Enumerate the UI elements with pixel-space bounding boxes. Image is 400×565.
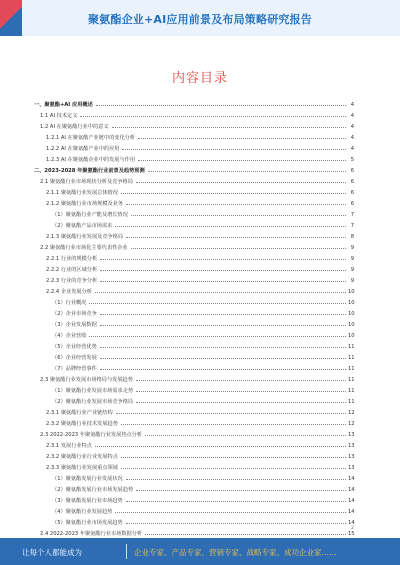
toc-entry-label: （2）聚氨酯产品市场需求	[52, 223, 113, 229]
toc-entry[interactable]	[34, 328, 354, 339]
toc-entry[interactable]	[34, 152, 354, 163]
toc-entry-page: 14	[348, 498, 355, 504]
toc-entry-label: 2.2.1 行业的规模分析	[46, 256, 98, 262]
toc-entry-label: （1）聚氨酯行业产能及增长情况	[52, 212, 128, 218]
toc-leader-dots	[96, 105, 346, 106]
report-title: 聚氨酯企业+AI应用前景及布局策略研究报告	[87, 13, 313, 26]
toc-entry[interactable]	[34, 97, 354, 108]
toc-leader-dots	[100, 325, 346, 326]
toc-leader-dots	[100, 270, 346, 271]
toc-entry[interactable]	[34, 427, 354, 438]
toc-entry[interactable]	[34, 273, 354, 284]
toc-leader-dots	[131, 215, 346, 216]
toc-entry-page: 13	[348, 432, 355, 438]
toc-entry-label: （4）聚氨酯行业发展趋势	[52, 509, 113, 515]
toc-entry-label: 二、2023-2028 年聚氨酯行业前景及趋势预测	[34, 168, 145, 174]
toc-entry-label: （4）企业营收	[52, 333, 87, 339]
toc-entry[interactable]	[34, 251, 354, 262]
toc-leader-dots	[121, 193, 346, 194]
toc-leader-dots	[89, 303, 346, 304]
toc-entry-page: 10	[348, 322, 355, 328]
toc-entry[interactable]	[34, 460, 354, 471]
toc-leader-dots	[95, 292, 346, 293]
toc-entry-label: （2）聚氨酯行业发展市场竞争格局	[52, 399, 134, 405]
toc-leader-dots	[100, 259, 346, 260]
toc-entry[interactable]	[34, 108, 354, 119]
toc-entry-page: 14	[348, 476, 355, 482]
toc-entry[interactable]	[34, 394, 354, 405]
toc-entry-page: 13	[348, 465, 355, 471]
toc-entry-page: 11	[348, 399, 355, 405]
toc-leader-dots	[145, 534, 346, 535]
toc-entry-label: 2.2.2 行业的区域分析	[46, 267, 98, 273]
toc-leader-dots	[100, 347, 346, 348]
toc-entry-label: （3）聚氨酯发展行业市场趋势	[52, 498, 123, 504]
toc-entry-page: 11	[348, 377, 355, 383]
toc-leader-dots	[136, 490, 346, 491]
toc-entry[interactable]	[34, 482, 354, 493]
toc-entry-label: 2.1.3 聚氨酯行业发展及竞争格局	[46, 234, 124, 240]
toc-entry[interactable]	[34, 229, 354, 240]
toc-leader-dots	[115, 512, 346, 513]
toc-leader-dots	[126, 523, 346, 524]
toc-entry-page: 7	[350, 212, 354, 218]
toc-entry-page: 9	[350, 245, 354, 251]
toc-entry[interactable]	[34, 317, 354, 328]
toc-entry-page: 10	[348, 289, 355, 295]
toc-entry-label: 2.3.1 发展行业特点	[46, 443, 92, 449]
toc-entry-label: 2.1 聚氨酯行业市场现状分析及竞争格局	[40, 179, 133, 185]
toc-entry-page: 15	[348, 531, 355, 537]
toc-entry-page: 10	[348, 300, 355, 306]
toc-entry[interactable]	[34, 471, 354, 482]
toc-entry-page: 12	[348, 421, 355, 427]
toc-entry[interactable]	[34, 350, 354, 361]
toc-leader-dots	[121, 424, 346, 425]
footer-divider	[126, 544, 127, 559]
toc-leader-dots	[136, 402, 346, 403]
toc-leader-dots	[100, 314, 346, 315]
toc-leader-dots	[95, 446, 346, 447]
toc-entry-label: 2.3.2 聚氨酯行业技术发展趋势	[46, 421, 118, 427]
toc-entry-label: （2）企业市场竞争	[52, 311, 97, 317]
toc-leader-dots	[115, 226, 346, 227]
toc-entry-label: 2.2.3 行业的竞争分析	[46, 278, 98, 284]
toc-entry[interactable]	[34, 185, 354, 196]
toc-entry-page: 11	[348, 355, 355, 361]
toc-entry-page: 7	[350, 223, 354, 229]
toc-entry-label: （2）聚氨酯发展行业市场发展趋势	[52, 487, 134, 493]
toc-entry-label: 2.3.1 聚氨酯行业产业链结构	[46, 410, 113, 416]
footer-slogan-right: 企业专家、产品专家、营销专家、战略专家、成功企业家……	[134, 548, 337, 557]
toc-entry[interactable]	[34, 141, 354, 152]
footer-slogan-left: 让每个人都能成为	[22, 548, 82, 557]
toc-entry-page: 4	[350, 124, 354, 130]
toc-leader-dots	[126, 237, 346, 238]
toc-entry[interactable]	[34, 449, 354, 460]
toc-leader-dots	[138, 138, 346, 139]
toc-entry-page: 4	[350, 146, 354, 152]
toc-entry-label: 一、聚氨酯+AI 应用概述	[34, 102, 93, 108]
toc-entry[interactable]	[34, 493, 354, 504]
toc-entry[interactable]	[34, 515, 354, 526]
toc-entry-page: 11	[348, 366, 355, 372]
toc-entry-page: 9	[350, 278, 354, 284]
toc-entry-page: 14	[348, 487, 355, 493]
toc-entry[interactable]	[34, 526, 354, 537]
toc-entry-page: 12	[348, 410, 355, 416]
toc-entry-label: 1.2.2 AI 在聚氨酯产业中的应用	[46, 146, 120, 152]
toc-entry[interactable]	[34, 295, 354, 306]
toc-leader-dots	[145, 435, 346, 436]
toc-leader-dots	[136, 391, 346, 392]
toc-leader-dots	[122, 149, 346, 150]
toc-entry-page: 14	[348, 509, 355, 515]
toc-entry-label: （7）品牌经营事件	[52, 366, 97, 372]
toc-entry-page: 14	[348, 520, 355, 526]
toc-entry[interactable]	[34, 207, 354, 218]
toc-leader-dots	[121, 468, 346, 469]
toc-entry-page: 11	[348, 344, 355, 350]
toc-entry[interactable]	[34, 383, 354, 394]
toc-leader-dots	[100, 358, 346, 359]
toc-entry[interactable]	[34, 416, 354, 427]
toc-entry[interactable]	[34, 196, 354, 207]
toc-entry[interactable]	[34, 130, 354, 141]
toc-leader-dots	[131, 248, 346, 249]
toc-entry[interactable]	[34, 163, 354, 174]
toc-entry-page: 6	[350, 190, 354, 196]
toc-entry-page: 5	[350, 157, 354, 163]
toc-entry[interactable]	[34, 405, 354, 416]
toc-entry[interactable]	[34, 240, 354, 251]
toc-entry-label: 1.1 AI 技术定义	[40, 113, 78, 119]
toc-leader-dots	[89, 336, 346, 337]
toc-entry[interactable]	[34, 174, 354, 185]
table-of-contents	[34, 97, 354, 537]
toc-entry[interactable]	[34, 119, 354, 130]
toc-entry-label: 2.3 2022-2023 年聚氨酯行业发展热点分析	[40, 432, 143, 438]
page-number: 2	[351, 526, 354, 531]
toc-entry-label: 1.2 AI 在聚氨酯行业中的意义	[40, 124, 109, 130]
toc-leader-dots	[112, 127, 346, 128]
toc-entry-label: 2.1.2 聚氨酯行业市场规模及业务	[46, 201, 124, 207]
toc-entry-page: 4	[350, 113, 354, 119]
toc-entry-page: 9	[350, 267, 354, 273]
toc-entry-label: 2.3 聚氨酯行业发展市场格局与发展趋势	[40, 377, 133, 383]
toc-entry-label: （6）企业经营发展	[52, 355, 97, 361]
toc-entry[interactable]	[34, 438, 354, 449]
toc-entry-page: 10	[348, 333, 355, 339]
toc-entry-label: 2.4 2022-2023 年聚氨酯行业市场数据分析	[40, 531, 143, 537]
toc-leader-dots	[126, 204, 346, 205]
toc-entry-page: 6	[350, 168, 354, 174]
toc-entry-page: 11	[348, 388, 355, 394]
toc-entry[interactable]	[34, 262, 354, 273]
toc-leader-dots	[116, 413, 346, 414]
toc-entry-label: （1）聚氨酯行业发展市场需求走势	[52, 388, 134, 394]
toc-entry-label: 2.3.2 聚氨酯行业行业发展特点	[46, 454, 118, 460]
toc-entry-page: 4	[350, 135, 354, 141]
toc-entry-page: 8	[350, 234, 354, 240]
toc-leader-dots	[100, 281, 346, 282]
toc-entry-label: 2.2 聚氨酯行业市场化主要代表性企业	[40, 245, 128, 251]
toc-leader-dots	[126, 479, 346, 480]
toc-entry-page: 10	[348, 311, 355, 317]
toc-leader-dots	[80, 116, 346, 117]
toc-entry[interactable]	[34, 339, 354, 350]
toc-entry[interactable]	[34, 504, 354, 515]
toc-entry-label: （3）企业发展数据	[52, 322, 97, 328]
toc-heading: 内容目录	[171, 71, 228, 86]
toc-leader-dots	[100, 369, 346, 370]
toc-entry-label: （1）行业概况	[52, 300, 87, 306]
toc-entry-page: 6	[350, 201, 354, 207]
toc-entry-page: 6	[350, 179, 354, 185]
toc-entry-page: 13	[348, 454, 355, 460]
header-bar	[0, 0, 400, 36]
toc-leader-dots	[138, 160, 346, 161]
toc-entry-page: 4	[350, 102, 354, 108]
toc-entry[interactable]	[34, 361, 354, 372]
toc-leader-dots	[136, 182, 346, 183]
toc-entry[interactable]	[34, 306, 354, 317]
toc-entry[interactable]	[34, 218, 354, 229]
toc-entry-label: 2.2.4 企业发展分析	[46, 289, 92, 295]
toc-leader-dots	[136, 380, 346, 381]
toc-entry-page: 13	[348, 443, 355, 449]
footer-bar	[0, 538, 400, 565]
toc-entry-label: （1）聚氨酯发展行业发展状况	[52, 476, 123, 482]
toc-leader-dots	[126, 501, 346, 502]
toc-entry-label: 1.2.3 AI 在聚氨酯企业中的发展与作用	[46, 157, 136, 163]
toc-leader-dots	[148, 171, 346, 172]
toc-entry[interactable]	[34, 284, 354, 295]
toc-entry-page: 9	[350, 256, 354, 262]
toc-leader-dots	[121, 457, 346, 458]
toc-entry-label: 2.1.1 聚氨酯行业发展总体情况	[46, 190, 118, 196]
toc-entry-label: 1.2.1 AI 在聚氨酯产业链中的变化分析	[46, 135, 136, 141]
toc-entry[interactable]	[34, 372, 354, 383]
toc-entry-label: 2.3.3 聚氨酯行业发展重点领域	[46, 465, 118, 471]
toc-entry-label: （5）聚氨酯行业市场发展趋势	[52, 520, 123, 526]
toc-entry-label: （5）企业经营优势	[52, 344, 97, 350]
